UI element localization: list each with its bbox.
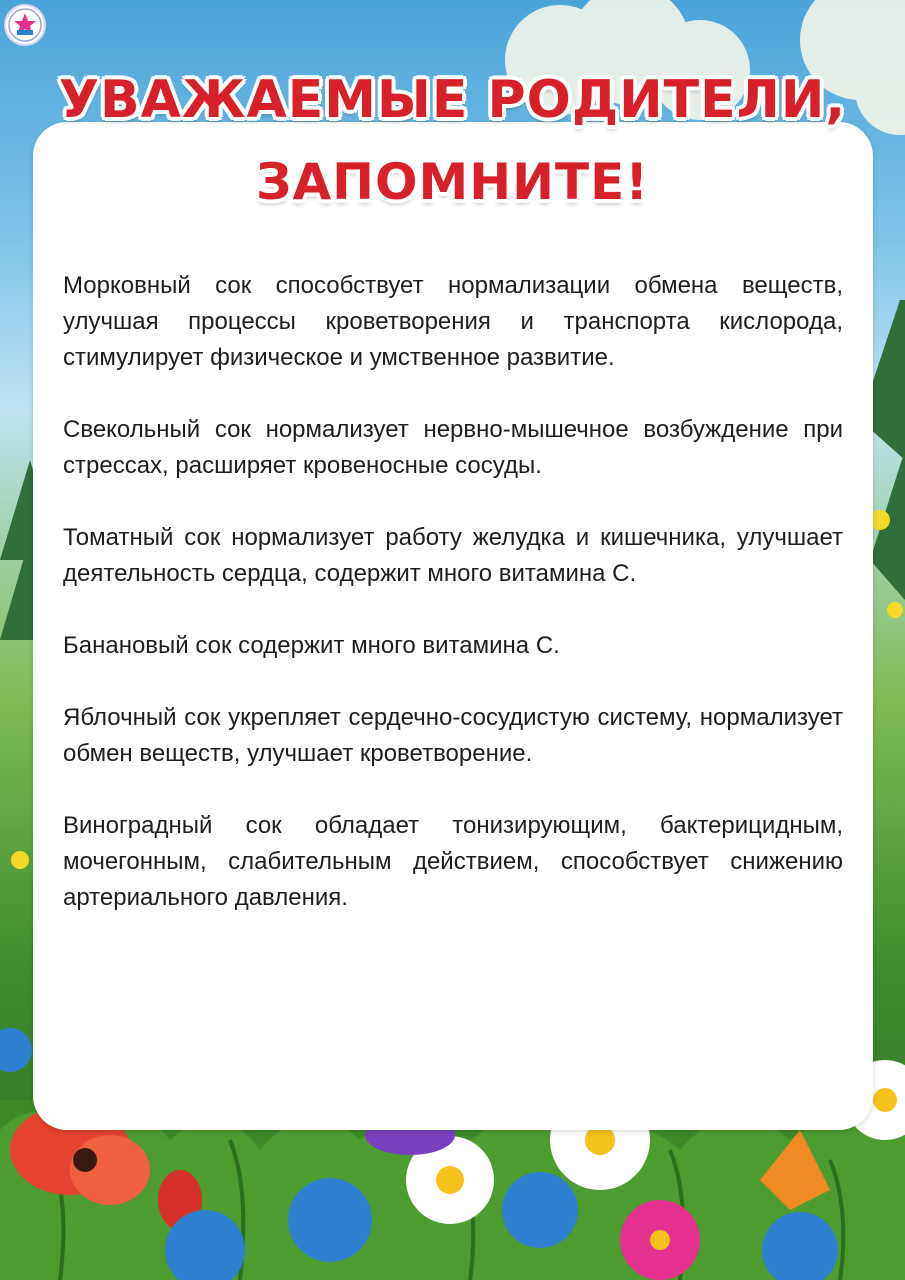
- article-body: [63, 268, 843, 952]
- paragraph-tomato-juice: Томатный сок нормализует работу желудка и кишечника, улучшает деятельность сердца, содержит много витамина С.: [63, 524, 843, 587]
- kindergarten-logo-icon: [6, 6, 44, 44]
- paragraph-apple-juice: Яблочный сок укрепляет сердечно-сосудистую систему, нормализует обмен веществ, улучшает кроветворение.: [63, 704, 843, 767]
- page-title-line-1: УВАЖАЕМЫЕ РОДИТЕЛИ,: [58, 70, 847, 130]
- paragraph-banana-juice: Банановый сок содержит много витамина С.: [63, 632, 560, 659]
- kindergarten-logo: [4, 4, 46, 46]
- pink-flower: [620, 1200, 700, 1280]
- paragraph-beet-juice: Свекольный сок нормализует нервно-мышечное возбуждение при стрессах, расширяет кровеносные сосуды.: [63, 416, 843, 479]
- paragraph-grape-juice: Виноградный сок обладает тонизирующим, бактерицидным, мочегонным, слабительным действием, способствует снижению артериального давления.: [63, 812, 843, 911]
- page-title-line-2: ЗАПОМНИТЕ!: [255, 153, 650, 211]
- paragraph-carrot-juice: Морковный сок способствует нормализации обмена веществ, улучшая процессы кроветворения и транспорта кислорода, стимулирует физическое и умственное развитие.: [63, 272, 843, 371]
